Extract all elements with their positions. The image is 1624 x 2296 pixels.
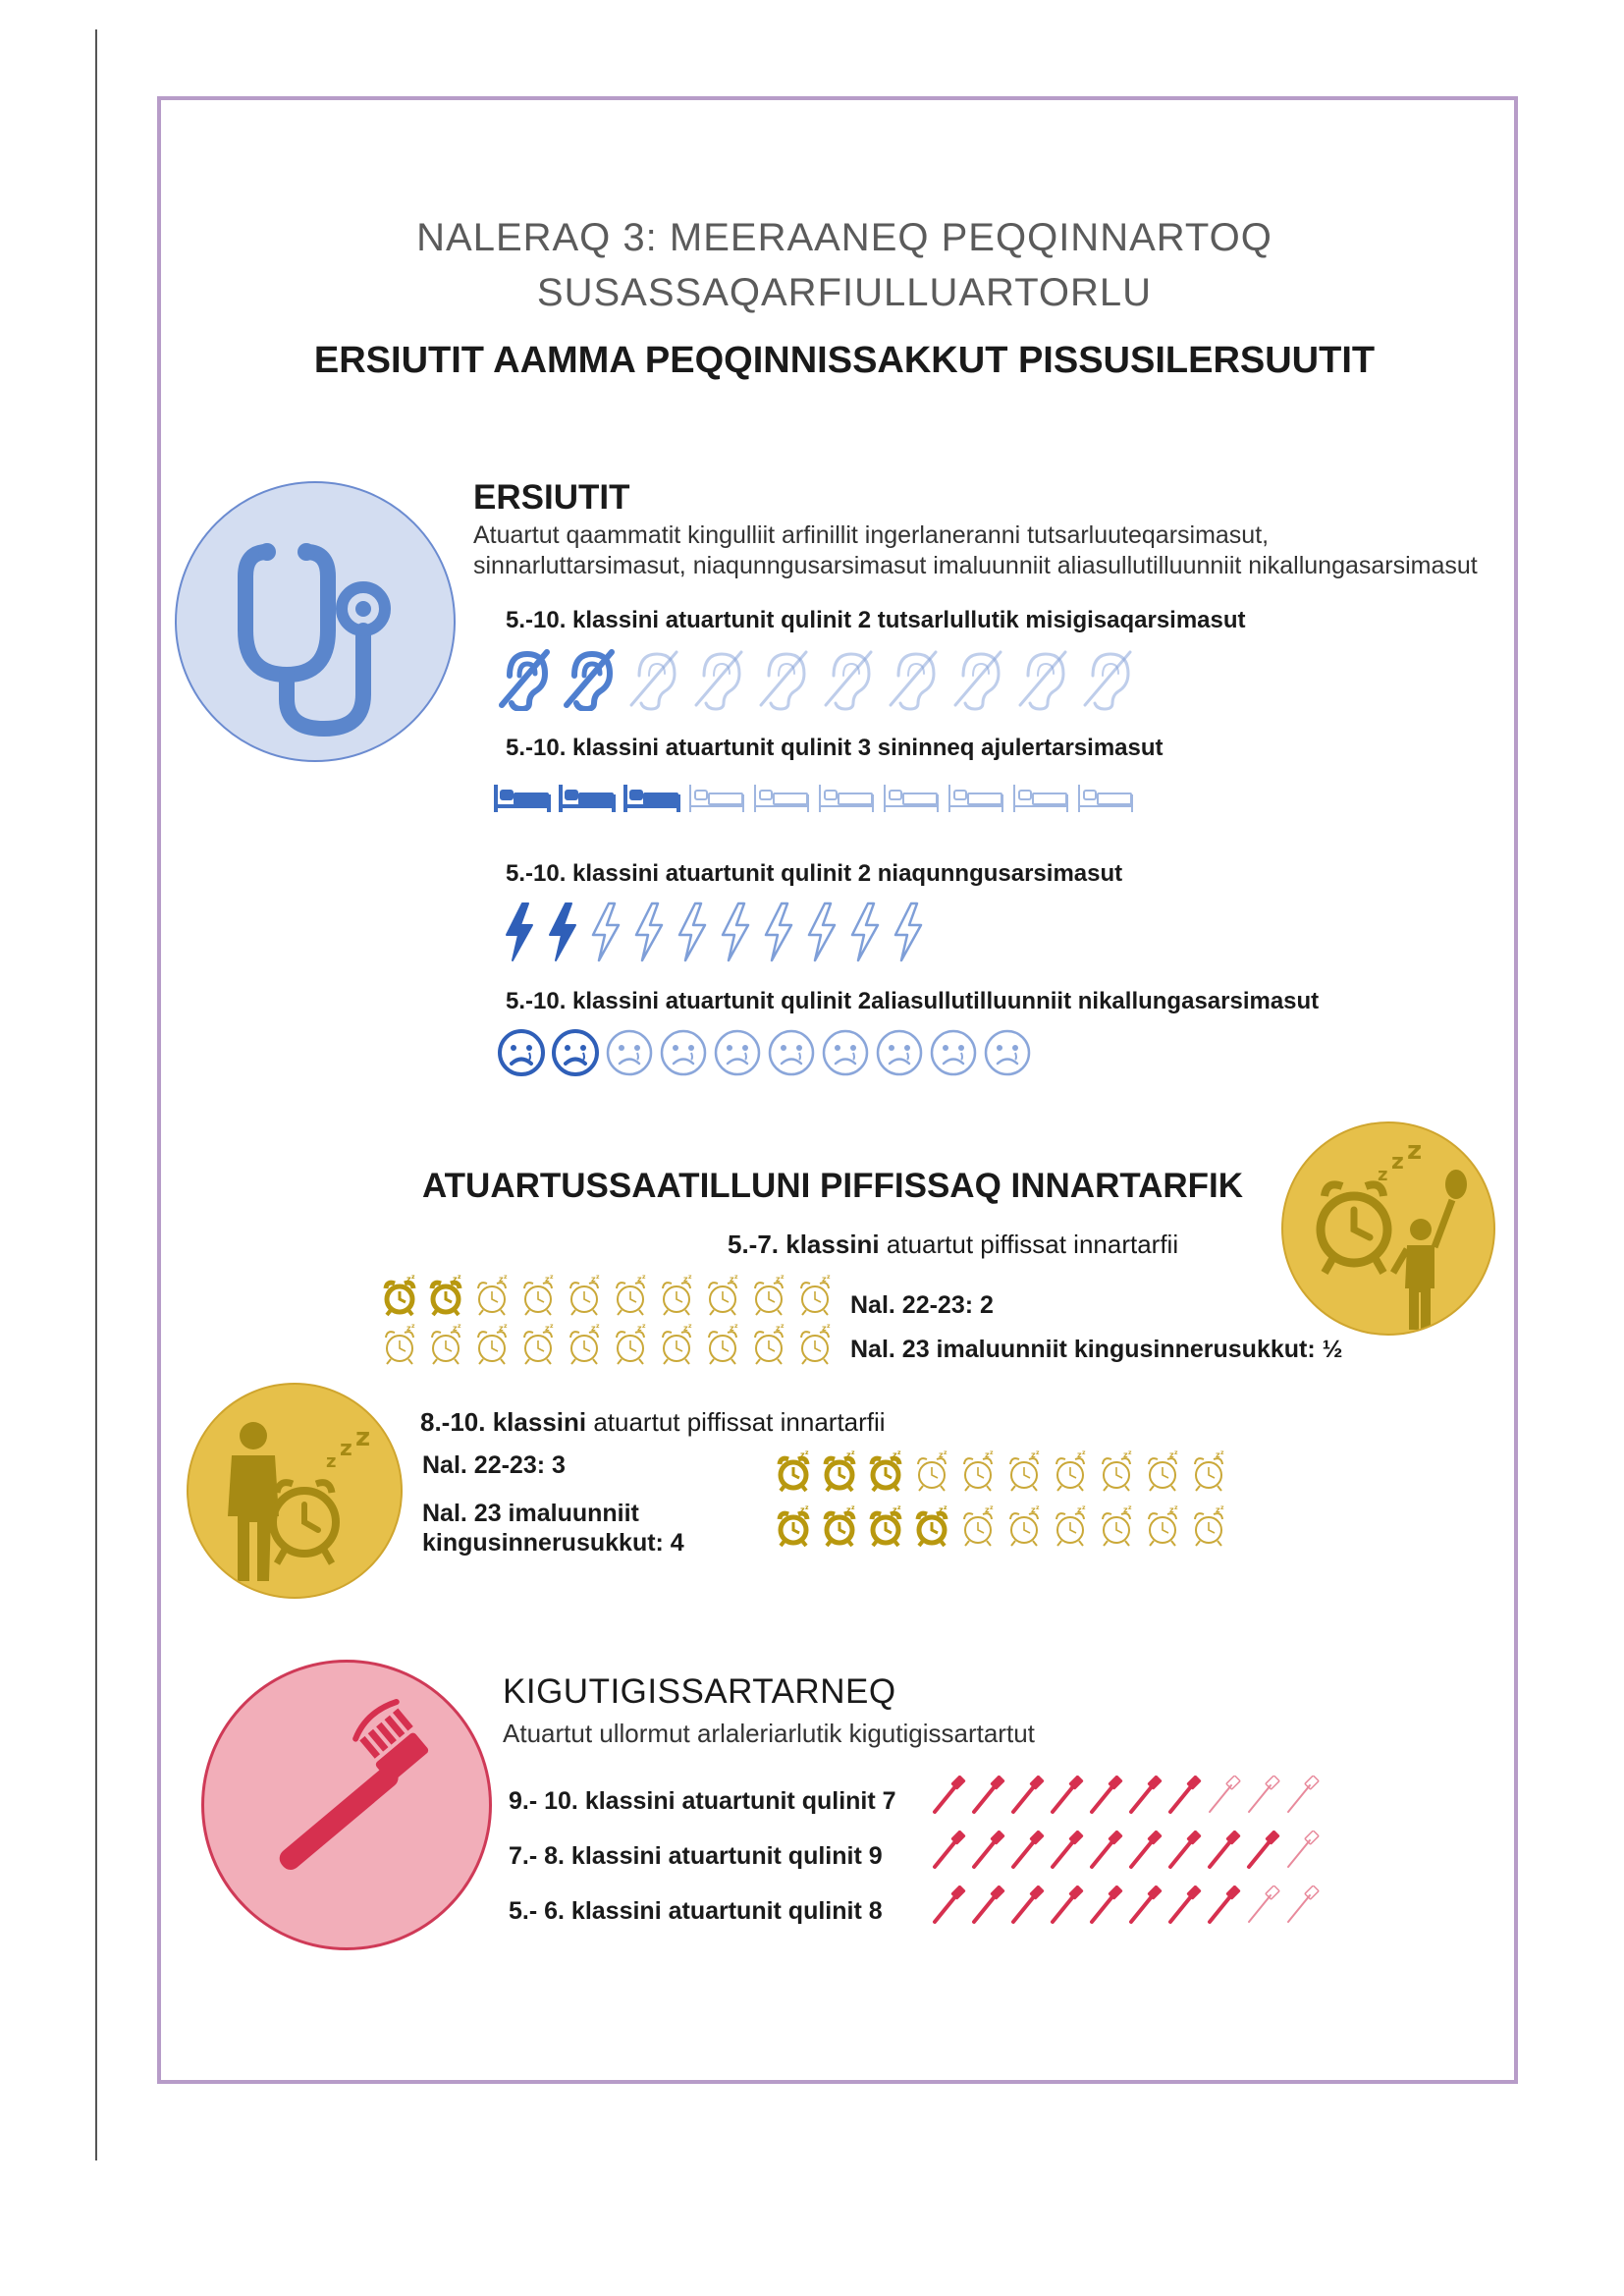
- hearing-impaired-icon: [1014, 646, 1069, 711]
- bed-icon: [1011, 781, 1070, 814]
- ersiutit-desc-line2: sinnarluttarsimasut, niaqunngusarsimasut imaluunniit aliasullutilluunniit nikallungasarsimasut: [473, 552, 1478, 579]
- alarm-clock-icon: [703, 1323, 742, 1366]
- alarm-clock-icon: [866, 1449, 905, 1493]
- alarm-clock-icon: [912, 1504, 951, 1548]
- svg-text:z: z: [990, 1449, 994, 1456]
- alarm-clock-icon: [657, 1274, 696, 1317]
- sleep-group1-desc: atuartut piffissat innartarfii: [879, 1230, 1179, 1259]
- alarm-clock-icon: [1051, 1449, 1090, 1493]
- toothbrush-icon: [1127, 1776, 1164, 1815]
- svg-text:z: z: [939, 1505, 944, 1514]
- main-title-line2: SUSASSAQARFIULLUARTORLU: [536, 271, 1153, 314]
- alarm-clock-icon: [1189, 1449, 1228, 1493]
- lightning-icon: [846, 902, 882, 962]
- svg-text:z: z: [453, 1275, 458, 1284]
- svg-text:z: z: [1378, 1165, 1388, 1185]
- sad-face-icon: [604, 1027, 655, 1078]
- alarm-clock-icon: [1143, 1504, 1182, 1548]
- toothbrush-icon: [1166, 1831, 1203, 1870]
- sleeping-person-circle: [187, 1383, 403, 1599]
- stethoscope-icon: [177, 483, 456, 762]
- svg-text:z: z: [1174, 1504, 1178, 1511]
- main-title-line1: NALERAQ 3: MEERAANEQ PEQQINNARTOQ: [416, 216, 1272, 259]
- page-margin-line: [95, 29, 97, 2160]
- svg-text:z: z: [944, 1449, 947, 1456]
- alarm-clock-icon: [518, 1274, 558, 1317]
- svg-text:z: z: [730, 1324, 734, 1333]
- svg-text:z: z: [1216, 1505, 1220, 1514]
- svg-text:z: z: [545, 1275, 550, 1284]
- toothbrush-icon: [1088, 1886, 1124, 1925]
- sleep-group1-row2-label: Nal. 23 imaluunniit kingusinnerusukkut: ½: [850, 1336, 1343, 1363]
- svg-text:z: z: [1031, 1505, 1036, 1514]
- svg-text:z: z: [1031, 1450, 1036, 1459]
- svg-text:z: z: [822, 1275, 827, 1284]
- hearing-icon-row: [496, 646, 1134, 711]
- sleep-group2-grade: 8.-10. klassini: [420, 1407, 587, 1437]
- toothbrush-circle: [201, 1660, 492, 1950]
- svg-text:z: z: [800, 1450, 805, 1459]
- hearing-impaired-icon: [820, 646, 875, 711]
- alarm-clock-icon: [611, 1323, 650, 1366]
- toothbrush-icon: [931, 1886, 967, 1925]
- toothbrush-icon: [1127, 1831, 1164, 1870]
- lightning-icon: [587, 902, 623, 962]
- toothbrush-icon: [1245, 1886, 1281, 1925]
- svg-text:z: z: [1036, 1449, 1040, 1456]
- alarm-clock-icon: [749, 1323, 788, 1366]
- svg-text:z: z: [1174, 1449, 1178, 1456]
- alarm-clock-icon: [611, 1274, 650, 1317]
- svg-text:z: z: [990, 1504, 994, 1511]
- svg-text:z: z: [499, 1324, 504, 1333]
- lightning-icon: [890, 902, 925, 962]
- svg-text:z: z: [1036, 1504, 1040, 1511]
- svg-text:z: z: [1077, 1450, 1082, 1459]
- svg-text:z: z: [1082, 1504, 1086, 1511]
- lightning-icon: [760, 902, 795, 962]
- toothbrush-icon: [970, 1776, 1006, 1815]
- svg-text:z: z: [637, 1275, 642, 1284]
- teeth-row1-icons: [931, 1776, 1321, 1815]
- toothbrush-icon: [1166, 1886, 1203, 1925]
- bed-icon: [1076, 781, 1135, 814]
- svg-text:z: z: [1128, 1504, 1132, 1511]
- svg-text:z: z: [800, 1505, 805, 1514]
- ersiutit-heading: ERSIUTIT: [473, 478, 630, 517]
- svg-text:z: z: [827, 1323, 831, 1330]
- sad-face-icon: [658, 1027, 709, 1078]
- svg-text:z: z: [893, 1450, 897, 1459]
- toothbrush-icon: [1009, 1831, 1046, 1870]
- alarm-clock-icon: [1143, 1449, 1182, 1493]
- svg-text:z: z: [1220, 1504, 1224, 1511]
- sad-face-icon: [874, 1027, 925, 1078]
- svg-text:z: z: [1082, 1449, 1086, 1456]
- sleep-group2-desc: atuartut piffissat innartarfii: [586, 1407, 886, 1437]
- alarm-clock-icon: [912, 1449, 951, 1493]
- svg-text:z: z: [688, 1274, 692, 1281]
- bed-icon: [558, 781, 617, 814]
- svg-text:z: z: [326, 1451, 337, 1472]
- alarm-clock-icon: [703, 1274, 742, 1317]
- svg-text:z: z: [683, 1275, 688, 1284]
- svg-text:z: z: [591, 1275, 596, 1284]
- toothbrush-icon: [204, 1663, 492, 1950]
- sad-face-icon: [820, 1027, 871, 1078]
- alarm-child-icon: [1283, 1123, 1495, 1336]
- svg-text:z: z: [596, 1323, 600, 1330]
- alarm-child-circle: [1281, 1121, 1495, 1336]
- svg-text:z: z: [730, 1275, 734, 1284]
- teeth-row1-label: 9.- 10. klassini atuartunit qulinit 7: [509, 1787, 896, 1815]
- sad-face-icon: [982, 1027, 1033, 1078]
- svg-text:z: z: [1169, 1505, 1174, 1514]
- lightning-icon: [674, 902, 709, 962]
- alarm-clock-icon: [774, 1449, 813, 1493]
- teeth-row3-icons: [931, 1886, 1321, 1925]
- toothbrush-icon: [1206, 1831, 1242, 1870]
- hearing-impaired-icon: [496, 646, 551, 711]
- toothbrush-icon: [970, 1886, 1006, 1925]
- hearing-impaired-icon: [625, 646, 680, 711]
- svg-text:z: z: [781, 1323, 785, 1330]
- bed-icon: [752, 781, 811, 814]
- svg-text:z: z: [1407, 1136, 1423, 1166]
- toothbrush-icon: [1166, 1776, 1203, 1815]
- sleep-group1-caption: [728, 1230, 1178, 1260]
- svg-text:z: z: [453, 1324, 458, 1333]
- svg-text:z: z: [985, 1505, 990, 1514]
- toothbrush-icon: [1284, 1886, 1321, 1925]
- lightning-icon: [501, 902, 536, 962]
- svg-text:z: z: [545, 1324, 550, 1333]
- alarm-clock-icon: [657, 1323, 696, 1366]
- alarm-clock-icon: [426, 1323, 465, 1366]
- stat-hearing-label: 5.-10. klassini atuartunit qulinit 2 tutsarlullutik misigisaqarsimasut: [506, 607, 1246, 633]
- hearing-impaired-icon: [949, 646, 1004, 711]
- lightning-icon: [630, 902, 666, 962]
- sleep-group2-row2-label-a: Nal. 23 imaluunniit: [422, 1500, 639, 1527]
- svg-text:z: z: [458, 1274, 461, 1281]
- toothbrush-icon: [1049, 1831, 1085, 1870]
- toothbrush-icon: [1284, 1776, 1321, 1815]
- svg-text:z: z: [550, 1274, 554, 1281]
- svg-text:z: z: [846, 1505, 851, 1514]
- svg-text:z: z: [846, 1450, 851, 1459]
- svg-text:z: z: [822, 1324, 827, 1333]
- svg-text:z: z: [1123, 1450, 1128, 1459]
- hearing-impaired-icon: [1079, 646, 1134, 711]
- teeth-row2-icons: [931, 1831, 1321, 1870]
- svg-text:z: z: [1216, 1450, 1220, 1459]
- bed-icon: [947, 781, 1005, 814]
- alarm-clock-icon: [518, 1323, 558, 1366]
- alarm-clock-icon: [1097, 1504, 1136, 1548]
- hearing-impaired-icon: [561, 646, 616, 711]
- svg-text:z: z: [406, 1275, 411, 1284]
- alarm-clock-icon: [1097, 1449, 1136, 1493]
- svg-text:z: z: [1123, 1505, 1128, 1514]
- sleep-group1-row1-label: Nal. 22-23: 2: [850, 1291, 994, 1319]
- alarm-clock-icon: [380, 1323, 419, 1366]
- svg-text:z: z: [458, 1323, 461, 1330]
- svg-text:z: z: [411, 1323, 415, 1330]
- alarm-clock-icon: [472, 1274, 512, 1317]
- svg-text:z: z: [596, 1274, 600, 1281]
- alarm-clock-icon: [565, 1323, 604, 1366]
- teeth-row2-label: 7.- 8. klassini atuartunit qulinit 9: [509, 1842, 883, 1870]
- sleeping-person-icon: [189, 1385, 403, 1599]
- sleep-heading: ATUARTUSSAATILLUNI PIFFISSAQ INNARTARFIK: [422, 1167, 1244, 1205]
- toothbrush-icon: [1009, 1776, 1046, 1815]
- bed-icon: [687, 781, 746, 814]
- toothbrush-icon: [1049, 1886, 1085, 1925]
- svg-text:z: z: [688, 1323, 692, 1330]
- alarm-clock-icon: [866, 1504, 905, 1548]
- alarm-clock-icon: [1051, 1504, 1090, 1548]
- sad-face-icon: [928, 1027, 979, 1078]
- svg-text:z: z: [683, 1324, 688, 1333]
- svg-text:z: z: [411, 1274, 415, 1281]
- svg-text:z: z: [734, 1274, 738, 1281]
- svg-text:z: z: [1391, 1150, 1404, 1175]
- svg-text:z: z: [851, 1449, 855, 1456]
- toothbrush-icon: [1009, 1886, 1046, 1925]
- sad-face-icon: [496, 1027, 547, 1078]
- bed-icon: [817, 781, 876, 814]
- svg-text:z: z: [637, 1324, 642, 1333]
- stat-sadness-label: 5.-10. klassini atuartunit qulinit 2aliasullutilluunniit nikallungasarsimasut: [506, 988, 1320, 1014]
- sad-face-icon: [712, 1027, 763, 1078]
- stethoscope-circle: [175, 481, 456, 762]
- svg-text:z: z: [897, 1449, 901, 1456]
- toothbrush-icon: [1206, 1886, 1242, 1925]
- svg-text:z: z: [805, 1449, 809, 1456]
- lightning-icon: [803, 902, 839, 962]
- svg-text:z: z: [591, 1324, 596, 1333]
- alarm-clock-icon: [795, 1274, 835, 1317]
- bed-icon-row: [493, 781, 1135, 814]
- sleep-group2-row2-icons: [774, 1504, 1228, 1548]
- svg-text:z: z: [776, 1324, 781, 1333]
- lightning-icon: [544, 902, 579, 962]
- alarm-clock-icon: [958, 1504, 998, 1548]
- svg-text:z: z: [504, 1274, 508, 1281]
- stat-headache-label: 5.-10. klassini atuartunit qulinit 2 niaqunngusarsimasut: [506, 860, 1123, 887]
- toothbrush-icon: [1206, 1776, 1242, 1815]
- bed-icon: [882, 781, 941, 814]
- lightning-icon: [717, 902, 752, 962]
- toothbrush-icon: [1245, 1776, 1281, 1815]
- bed-icon: [623, 781, 681, 814]
- sleep-group2-row1-label: Nal. 22-23: 3: [422, 1451, 566, 1479]
- svg-text:z: z: [985, 1450, 990, 1459]
- sad-face-icon: [766, 1027, 817, 1078]
- alarm-clock-icon: [1004, 1504, 1044, 1548]
- svg-text:z: z: [851, 1504, 855, 1511]
- alarm-clock-icon: [565, 1274, 604, 1317]
- toothbrush-icon: [1284, 1831, 1321, 1870]
- sleep-group1-row2-icons: [380, 1323, 835, 1366]
- alarm-clock-icon: [820, 1504, 859, 1548]
- toothbrush-icon: [931, 1776, 967, 1815]
- teeth-description: Atuartut ullormut arlaleriarlutik kigutigissartartut: [503, 1719, 1035, 1748]
- alarm-clock-icon: [426, 1274, 465, 1317]
- svg-text:z: z: [504, 1323, 508, 1330]
- alarm-clock-icon: [472, 1323, 512, 1366]
- svg-text:z: z: [642, 1274, 646, 1281]
- svg-text:z: z: [1077, 1505, 1082, 1514]
- alarm-clock-icon: [749, 1274, 788, 1317]
- hearing-impaired-icon: [885, 646, 940, 711]
- hearing-impaired-icon: [755, 646, 810, 711]
- svg-text:z: z: [1220, 1449, 1224, 1456]
- hearing-impaired-icon: [690, 646, 745, 711]
- svg-text:z: z: [827, 1274, 831, 1281]
- svg-text:z: z: [1169, 1450, 1174, 1459]
- svg-text:z: z: [805, 1504, 809, 1511]
- alarm-clock-icon: [820, 1449, 859, 1493]
- sleep-group2-row2-label-b: kingusinnerusukkut: 4: [422, 1529, 684, 1557]
- ersiutit-description: [473, 520, 1514, 581]
- svg-text:z: z: [781, 1274, 785, 1281]
- alarm-clock-icon: [774, 1504, 813, 1548]
- toothbrush-icon: [1088, 1831, 1124, 1870]
- svg-text:z: z: [734, 1323, 738, 1330]
- sad-face-icon-row: [496, 1027, 1033, 1078]
- teeth-heading: KIGUTIGISSARTARNEQ: [503, 1672, 896, 1711]
- toothbrush-icon: [1088, 1776, 1124, 1815]
- svg-text:z: z: [1128, 1449, 1132, 1456]
- toothbrush-icon: [1127, 1886, 1164, 1925]
- lightning-icon-row: [501, 902, 925, 962]
- sleep-group2-caption: [420, 1407, 886, 1438]
- toothbrush-icon: [970, 1831, 1006, 1870]
- svg-text:z: z: [499, 1275, 504, 1284]
- alarm-clock-icon: [1189, 1504, 1228, 1548]
- svg-text:z: z: [776, 1275, 781, 1284]
- svg-text:z: z: [944, 1504, 947, 1511]
- page-subtitle: ERSIUTIT AAMMA PEQQINNISSAKKUT PISSUSILERSUUTIT: [313, 340, 1376, 381]
- svg-text:z: z: [355, 1423, 371, 1452]
- svg-text:z: z: [893, 1505, 897, 1514]
- svg-text:z: z: [340, 1437, 352, 1461]
- sleep-group1-grade: 5.-7. klassini: [728, 1230, 880, 1259]
- alarm-clock-icon: [958, 1449, 998, 1493]
- alarm-clock-icon: [380, 1274, 419, 1317]
- sad-face-icon: [550, 1027, 601, 1078]
- sleep-group1-row1-icons: [380, 1274, 835, 1317]
- svg-text:z: z: [939, 1450, 944, 1459]
- toothbrush-icon: [1049, 1776, 1085, 1815]
- toothbrush-icon: [1245, 1831, 1281, 1870]
- alarm-clock-icon: [795, 1323, 835, 1366]
- svg-text:z: z: [406, 1324, 411, 1333]
- teeth-row3-label: 5.- 6. klassini atuartunit qulinit 8: [509, 1897, 883, 1925]
- stat-sleep-label: 5.-10. klassini atuartunit qulinit 3 sininneq ajulertarsimasut: [506, 735, 1164, 761]
- alarm-clock-icon: [1004, 1449, 1044, 1493]
- ersiutit-desc-line1: Atuartut qaammatit kingulliit arfinillit ingerlaneranni tutsarluuteqarsimasut,: [473, 521, 1270, 549]
- toothbrush-icon: [931, 1831, 967, 1870]
- svg-text:z: z: [897, 1504, 901, 1511]
- svg-text:z: z: [642, 1323, 646, 1330]
- bed-icon: [493, 781, 552, 814]
- svg-text:z: z: [550, 1323, 554, 1330]
- sleep-group2-row1-icons: [774, 1449, 1228, 1493]
